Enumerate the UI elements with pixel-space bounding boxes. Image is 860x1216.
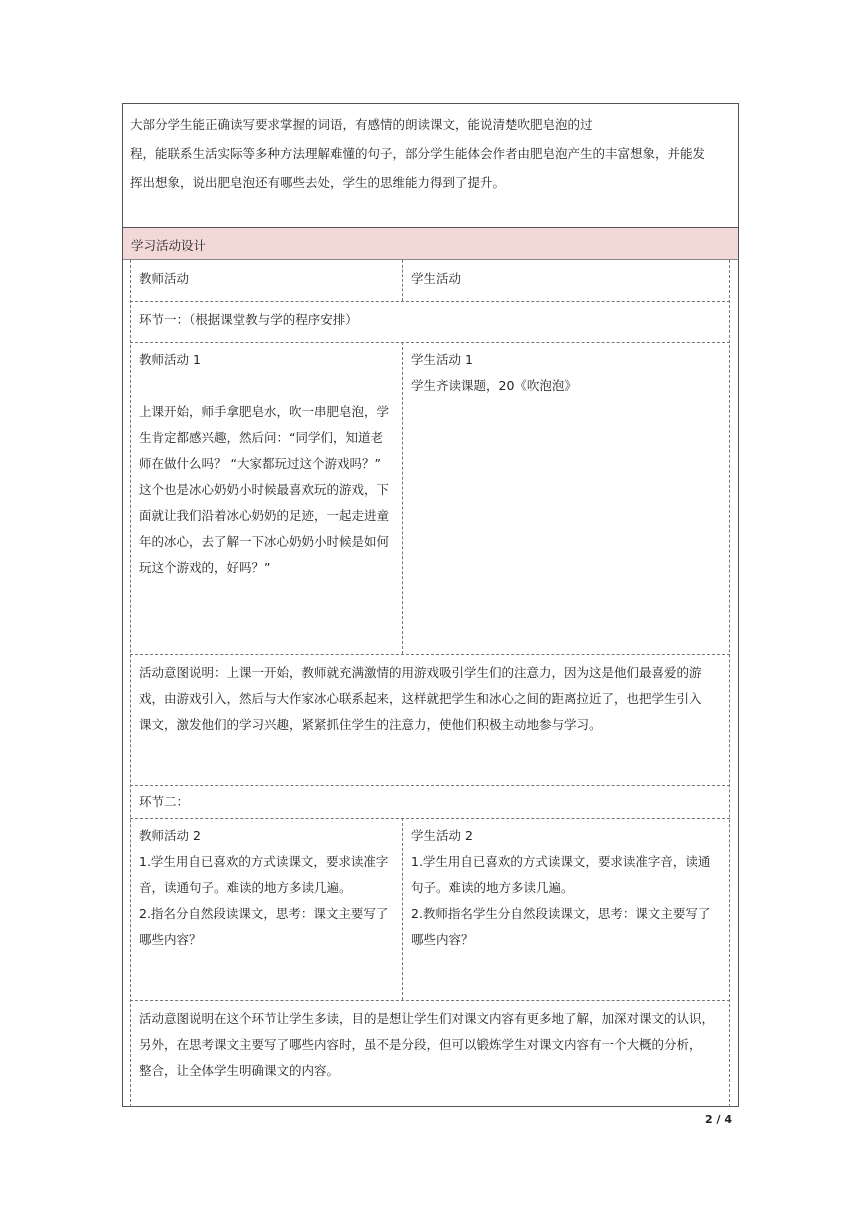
cell-line: 生肯定都感兴趣，然后问：“同学们，知道老: [139, 430, 383, 445]
divider: [130, 1000, 730, 1001]
intent-line: 活动意图说明：上课一开始，教师就充满激情的用游戏吸引学生们的注意力，因为这是他们最喜爱的游: [139, 665, 702, 680]
intent-line: 整合，让全体学生明确课文的内容。: [139, 1063, 340, 1078]
cell-line: 1.学生用自已喜欢的方式读课文，要求读准字音，读通: [411, 854, 711, 869]
learning-goals-text: [130, 110, 732, 197]
intent-line: 戏，由游戏引入，然后与大作家冰心联系起来，这样就把学生和冰心之间的距离拉近了，也把学生引入: [139, 691, 702, 706]
cell-line: 2.指名分自然段读课文，思考：课文主要写了: [139, 906, 389, 921]
divider: [130, 818, 730, 819]
intent-line: 课文，激发他们的学习兴趣，紧紧抓住学生的注意力，使他们积极主动地参与学习。: [139, 717, 602, 732]
cell-line: 面就让我们沿着冰心奶奶的足迹，一起走进童: [139, 508, 390, 523]
cell-title: 学生活动 2: [411, 828, 473, 843]
cell-line: 2.教师指名学生分自然段读课文，思考：课文主要写了: [411, 906, 711, 921]
cell-line: 玩这个游戏的，好吗？”: [139, 560, 271, 575]
divider: [402, 260, 403, 301]
divider: [402, 818, 403, 1000]
cell-line: 哪些内容？: [139, 932, 202, 947]
cell-line: 哪些内容？: [411, 932, 474, 947]
stage-1-title: 环节一：（根据课堂教与学的程序安排）: [139, 312, 358, 327]
divider: [130, 301, 730, 302]
cell-line: 这个也是冰心奶奶小时候最喜欢玩的游戏，下: [139, 482, 390, 497]
stage-2-student-cell: [411, 823, 727, 953]
cell-line: 音，读通句子。难读的地方多读几遍。: [139, 880, 352, 895]
goals-line: 挥出想象，说出肥皂泡还有哪些去处，学生的思维能力得到了提升。: [130, 175, 506, 190]
stage-1-intent: [139, 660, 727, 738]
intent-line: 另外，在思考课文主要写了哪些内容时，虽不是分段，但可以锻炼学生对课文内容有一个大概的分析，: [139, 1037, 702, 1052]
goals-line: 大部分学生能正确读写要求掌握的词语，有感情的朗读课文，能说清楚吹肥皂泡的过: [130, 117, 593, 132]
cell-line: 1.学生用自已喜欢的方式读课文，要求读准字: [139, 854, 389, 869]
divider: [130, 654, 730, 655]
cell-line: 师在做什么吗？ “大家都玩过这个游戏吗？”: [139, 456, 381, 471]
intent-line: 活动意图说明在这个环节让学生多读，目的是想让学生们对课文内容有更多地了解，加深对课文的认识，: [139, 1011, 715, 1026]
stage-2-title: 环节二：: [139, 794, 190, 809]
stage-2-teacher-cell: [139, 823, 397, 953]
section-header-band: [123, 228, 738, 260]
stage-1-student-cell: [411, 347, 727, 399]
cell-line: 句子。难读的地方多读几遍。: [411, 880, 574, 895]
teacher-activity-header: 教师活动: [139, 271, 190, 286]
cell-title: 学生活动 1: [411, 352, 473, 367]
stage-2-intent: [139, 1006, 727, 1084]
student-activity-header: 学生活动: [411, 271, 462, 286]
section-title: 学习活动设计: [131, 238, 207, 253]
cell-title: 教师活动 1: [139, 352, 201, 367]
stage-1-teacher-cell: [139, 347, 397, 581]
divider: [402, 342, 403, 654]
divider: [130, 785, 730, 786]
cell-line: 学生齐读课题，20《吹泡泡》: [411, 378, 577, 393]
cell-line: 年的冰心，去了解一下冰心奶奶小时候是如何: [139, 534, 390, 549]
blank-line: [139, 373, 397, 399]
cell-title: 教师活动 2: [139, 828, 201, 843]
page-number: 2 / 4: [705, 1113, 732, 1126]
divider: [130, 342, 730, 343]
goals-line: 程，能联系生活实际等多种方法理解难懂的句子，部分学生能体会作者由肥皂泡产生的丰富想象，并能发: [130, 146, 706, 161]
cell-line: 上课开始，师手拿肥皂水，吹一串肥皂泡，学: [139, 404, 390, 419]
